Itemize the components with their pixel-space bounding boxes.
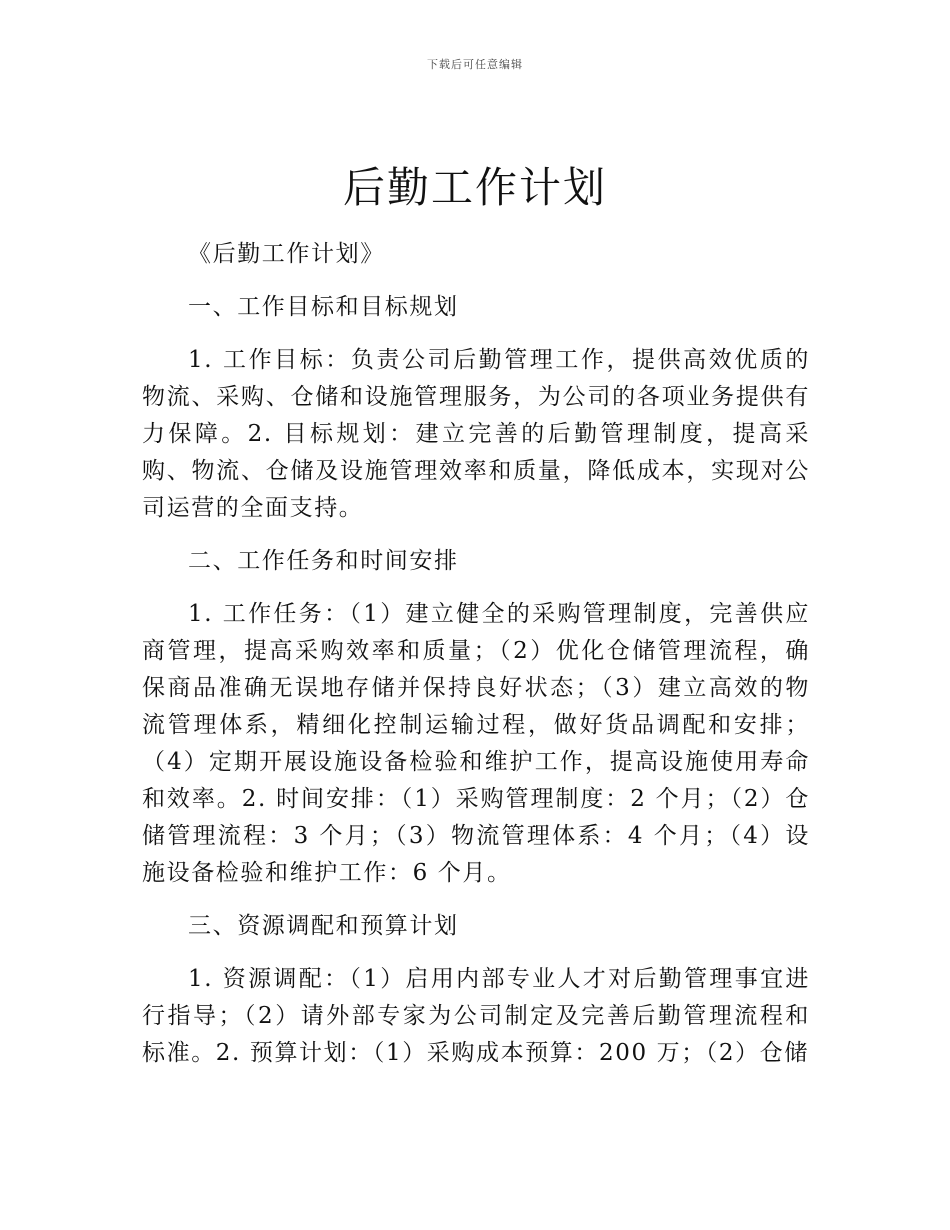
document-body xyxy=(142,236,810,1072)
header-note: 下载后可任意编辑 xyxy=(427,58,523,71)
section-heading-2: 二、工作任务和时间安排 xyxy=(188,548,459,574)
paragraph-tasks: 1. 工作任务：（1）建立健全的采购管理制度，完善供应商管理，提高采购效率和质量；（2）优化仓储管理流程，确保商品准确无误地存储并保持良好状态；（3）建立高效的物流管理体系，精细化控制运输过程，做好货品调配和安排；（4）定期开展设施设备检验和维护工作，提高设施使用寿命和效率。2. 时间安排：（1）采购管理制度：2 个月；（2）仓储管理流程：3 个月；（3）物流管理体系：4 个月；（4）设施设备检验和维护工作：6 个月。 xyxy=(142,601,810,886)
section-heading-1: 一、工作目标和目标规划 xyxy=(188,294,459,320)
paragraph-book-title: 《后勤工作计划》 xyxy=(188,241,385,267)
paragraph-resources: 1. 资源调配：（1）启用内部专业人才对后勤管理事宜进行指导；（2）请外部专家为公司制定及完善后勤管理流程和标准。2. 预算计划：（1）采购成本预算：200 万；（2）仓储 xyxy=(142,966,810,1066)
section-heading-3: 三、资源调配和预算计划 xyxy=(188,913,459,939)
document-title: 后勤工作计划 xyxy=(342,163,607,212)
paragraph-goals: 1. 工作目标：负责公司后勤管理工作，提供高效优质的物流、采购、仓储和设施管理服务，为公司的各项业务提供有力保障。2. 目标规划：建立完善的后勤管理制度，提高采购、物流、仓储及设施管理效率和质量，降低成本，实现对公司运营的全面支持。 xyxy=(142,347,810,521)
